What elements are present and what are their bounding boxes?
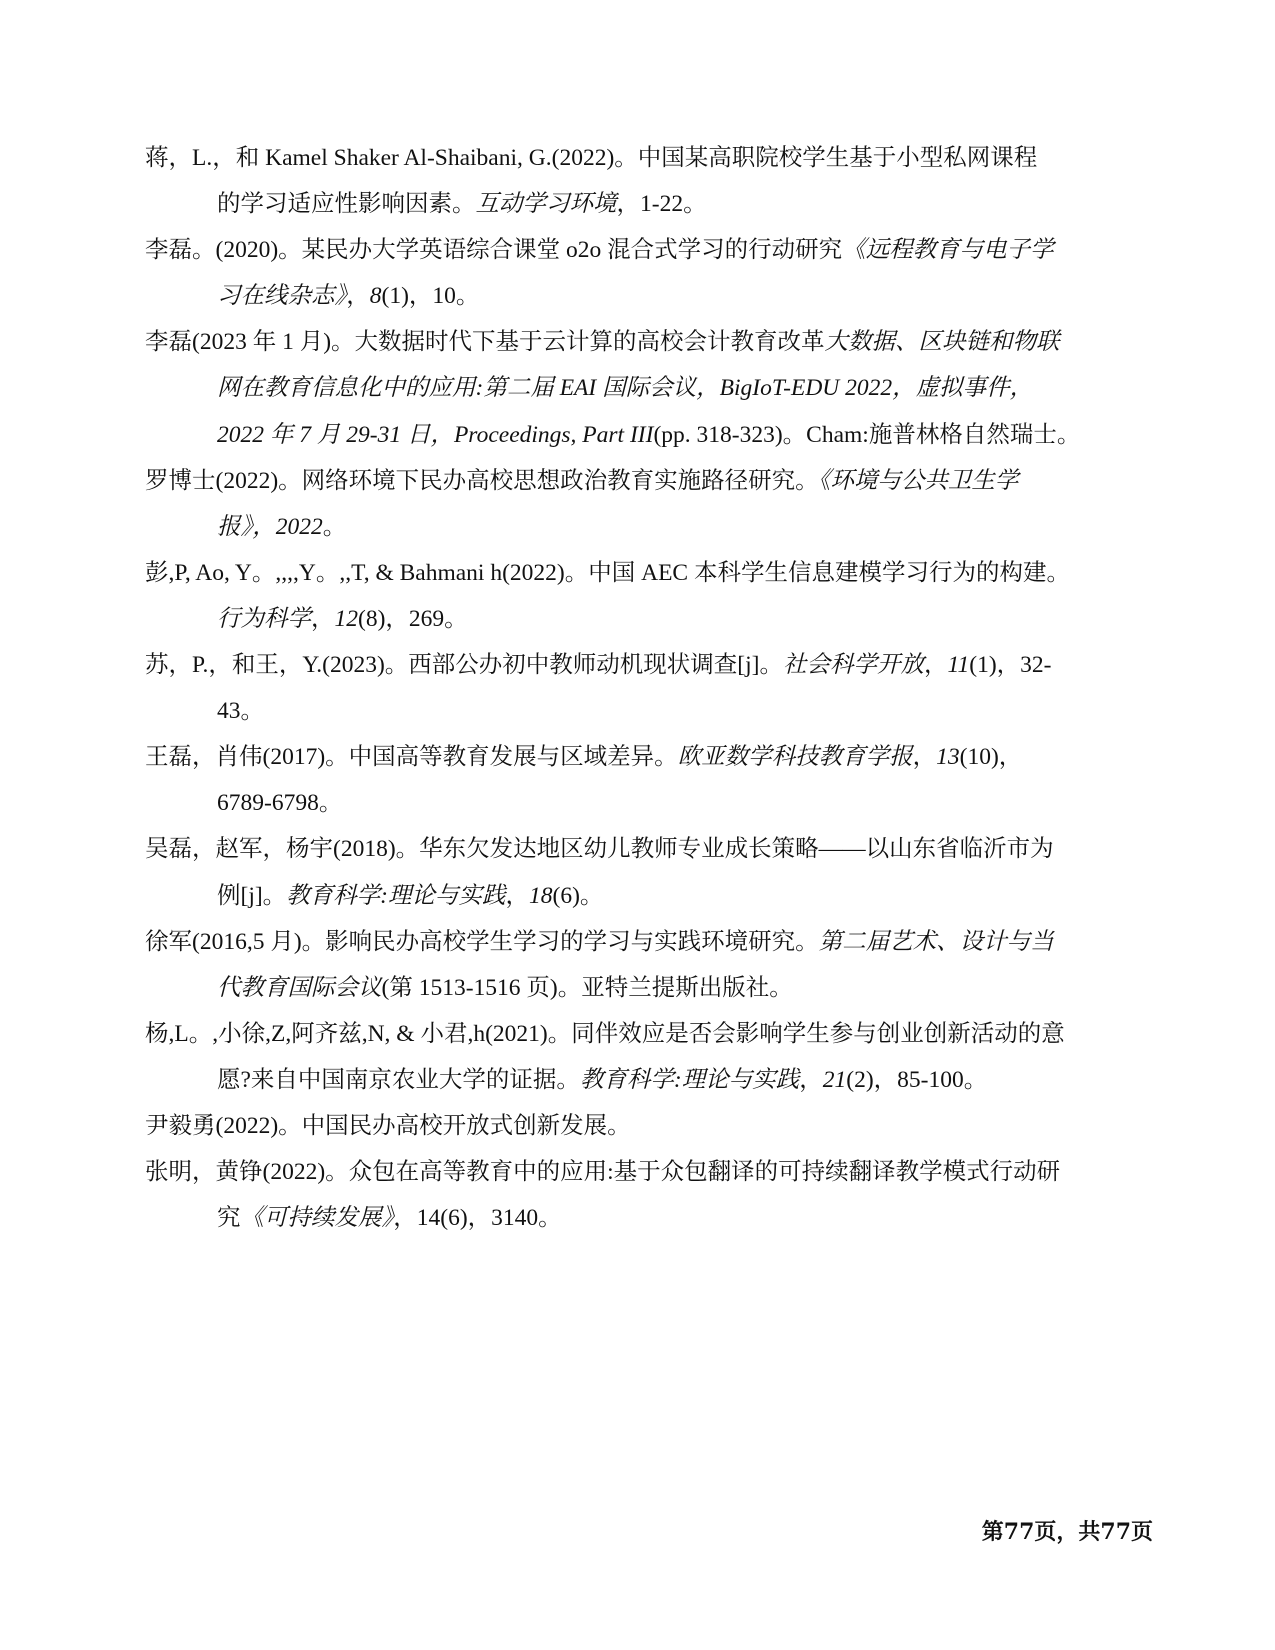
reference-text: ，	[912, 744, 937, 771]
reference-text: 李磊(2023 年 1 月)。大数据时代下基于云计算的高校会计教育改革	[145, 329, 825, 356]
reference-text: (6)。	[552, 882, 604, 909]
reference-italic-text: 报》，2022	[217, 513, 323, 540]
reference-italic-text: 大数据、区块链和物联	[824, 329, 1060, 356]
reference-entry	[145, 324, 1085, 462]
reference-italic-text: 教育科学:理论与实践	[286, 882, 506, 909]
reference-italic-text: 习在线杂志》	[217, 283, 347, 310]
reference-text: 6789-6798。	[217, 790, 343, 817]
reference-entry	[145, 739, 1085, 831]
reference-italic-text: 《环境与公共卫生学	[818, 467, 1019, 494]
reference-line	[145, 924, 1085, 970]
reference-line	[145, 463, 1085, 509]
reference-italic-text: 行为科学	[217, 605, 311, 632]
reference-text: ，	[505, 882, 530, 909]
reference-italic-text: 第二届艺术、设计与当	[818, 928, 1054, 955]
reference-line	[145, 417, 1085, 463]
reference-text: (1)，10。	[381, 283, 480, 310]
reference-entry	[145, 1154, 1085, 1246]
reference-line	[145, 1108, 1085, 1154]
reference-text: ，	[799, 1066, 823, 1093]
reference-text: ，1-22。	[616, 191, 707, 218]
reference-italic-text: 教育科学:理论与实践	[579, 1066, 800, 1093]
reference-italic-text: 社会科学开放	[783, 652, 924, 679]
reference-entry	[145, 140, 1085, 232]
reference-line	[145, 324, 1085, 370]
reference-text: (1)，32-	[969, 652, 1052, 679]
reference-line	[145, 555, 1085, 601]
reference-italic-text: 11	[947, 652, 970, 679]
reference-line	[145, 278, 1085, 324]
reference-line	[145, 509, 1085, 555]
reference-text: 愿?来自中国南京农业大学的证据。	[217, 1066, 580, 1093]
reference-italic-text: 12	[334, 605, 358, 632]
reference-text: 蒋，L.，和 Kamel Shaker Al-Shaibani, G.(2022)。中国某高职院校学生基于小型私网课程	[145, 145, 1038, 171]
reference-entry	[145, 924, 1085, 1016]
reference-text: 王磊，肖伟(2017)。中国高等教育发展与区域差异。	[145, 744, 678, 771]
reference-text: 李磊。(2020)。某民办大学英语综合课堂 o2o 混合式学习的行动研究	[145, 237, 843, 264]
reference-line	[145, 970, 1085, 1016]
reference-entry	[145, 1016, 1085, 1108]
reference-italic-text: 代教育国际会议	[217, 974, 382, 1001]
reference-italic-text: 《远程教育与电子学	[842, 237, 1054, 264]
reference-italic-text: 21	[822, 1066, 847, 1093]
reference-line	[145, 693, 1085, 739]
reference-italic-text: 13	[936, 744, 960, 771]
reference-text: 彭,P, Ao, Y。,,,,Y。,,T, & Bahmani h(2022)。中国 AEC 本科学生信息建模学习行为的构建。	[145, 559, 1070, 586]
reference-line	[145, 1016, 1085, 1062]
reference-text: 徐军(2016,5 月)。影响民办高校学生学习的学习与实践环境研究。	[145, 928, 819, 955]
reference-text: 43。	[217, 698, 264, 725]
reference-line	[145, 739, 1085, 785]
reference-text: (第 1513-1516 页)。亚特兰提斯出版社。	[381, 974, 793, 1001]
reference-entry	[145, 1108, 1085, 1154]
reference-text: 吴磊，赵军，杨宇(2018)。华东欠发达地区幼儿教师专业成长策略——以山东省临沂市为	[145, 836, 1054, 863]
reference-text: 。	[322, 513, 347, 540]
reference-text: 例[j]。	[217, 882, 287, 909]
reference-italic-text: 18	[529, 882, 553, 909]
reference-line	[145, 647, 1085, 693]
reference-entry	[145, 232, 1085, 324]
reference-text: 张明，黄铮(2022)。众包在高等教育中的应用:基于众包翻译的可持续翻译教学模式行动研	[145, 1159, 1061, 1186]
reference-text: ，	[346, 283, 370, 310]
reference-line	[145, 785, 1085, 831]
reference-line	[145, 370, 1085, 416]
reference-line	[145, 878, 1085, 924]
reference-text: (8)，269。	[358, 605, 468, 632]
reference-entry	[145, 555, 1085, 647]
reference-entry	[145, 647, 1085, 739]
reference-text: 罗博士(2022)。网络环境下民办高校思想政治教育实施路径研究。	[145, 467, 819, 494]
reference-text: ，	[924, 652, 948, 679]
reference-italic-text: 网在教育信息化中的应用:第二届 EAI 国际会议，BigIoT-EDU 2022，虚拟事件，	[217, 375, 1034, 402]
reference-entry	[145, 463, 1085, 555]
reference-line	[145, 1200, 1085, 1246]
reference-italic-text: 互动学习环境	[475, 191, 617, 218]
reference-line	[145, 601, 1085, 647]
reference-line	[145, 186, 1085, 232]
reference-list	[145, 140, 1085, 1246]
reference-line	[145, 831, 1085, 877]
reference-line	[145, 1062, 1085, 1108]
reference-text: 究	[217, 1205, 241, 1232]
reference-line	[145, 1154, 1085, 1200]
reference-text: 尹毅勇(2022)。中国民办高校开放式创新发展。	[145, 1112, 631, 1139]
reference-text: (2)，85-100。	[846, 1066, 988, 1093]
reference-line	[145, 232, 1085, 278]
reference-text: 杨,L。,小徐,Z,阿齐兹,N, & 小君,h(2021)。同伴效应是否会影响学生参与创业创新活动的意	[145, 1020, 1065, 1047]
reference-italic-text: 《可持续发展》	[240, 1205, 394, 1232]
reference-italic-text: 欧亚数学科技教育学报	[677, 744, 913, 771]
reference-italic-text: 2022 年 7 月 29-31 日，Proceedings, Part III	[217, 421, 654, 448]
reference-line	[145, 140, 1085, 186]
reference-italic-text: 8	[369, 283, 382, 310]
reference-text: 的学习适应性影响因素。	[217, 191, 476, 218]
reference-text: ，14(6)，3140。	[393, 1205, 562, 1232]
reference-text: (pp. 318-323)。Cham:施普林格自然瑞士。	[653, 421, 1081, 448]
page-number: 第77页，共77页	[981, 1519, 1153, 1545]
reference-entry	[145, 831, 1085, 923]
reference-text: (10)，	[959, 744, 1023, 771]
reference-text: 苏，P.，和王，Y.(2023)。西部公办初中教师动机现状调查[j]。	[145, 652, 783, 679]
reference-text: ，	[311, 605, 335, 632]
